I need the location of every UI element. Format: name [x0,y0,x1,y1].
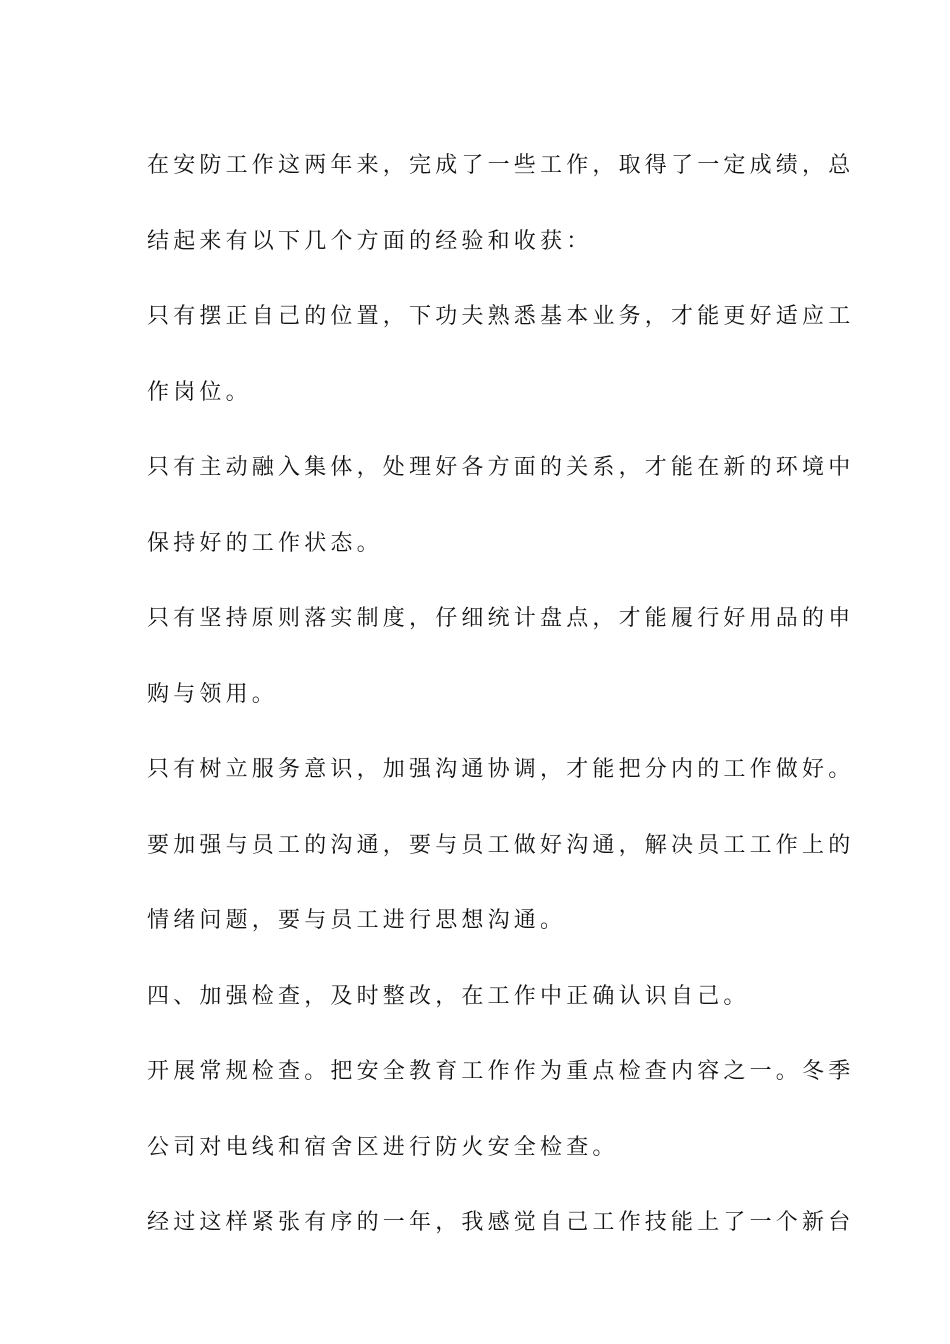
text-line: 在安防工作这两年来，完成了一些工作，取得了一定成绩，总 [147,153,855,178]
document-body [147,128,855,1261]
text-line: 结起来有以下几个方面的经验和收获： [147,228,593,254]
text-line: 只有坚持原则落实制度，仔细统计盘点，才能履行好用品的申 [147,606,855,631]
text-line: 只有树立服务意识，加强沟通协调，才能把分内的工作做好。 [147,757,855,782]
text-line: 作岗位。 [147,379,252,405]
text-line: 购与领用。 [147,681,279,707]
text-line: 开展常规检查。把安全教育工作作为重点检查内容之一。冬季 [147,1059,855,1084]
text-line: 公司对电线和宿舍区进行防火安全检查。 [147,1134,619,1160]
text-line: 情绪问题，要与员工进行思想沟通。 [147,908,567,933]
text-line: 只有摆正自己的位置，下功夫熟悉基本业务，才能更好适应工 [147,304,855,329]
text-line: 要加强与员工的沟通，要与员工做好沟通，解决员工工作上的 [147,832,855,858]
section-heading: 四、加强检查，及时整改，在工作中正确认识自己。 [147,983,750,1009]
text-line: 保持好的工作状态。 [147,530,383,556]
text-line: 经过这样紧张有序的一年，我感觉自己工作技能上了一个新台 [147,1210,855,1235]
text-line: 只有主动融入集体，处理好各方面的关系，才能在新的环境中 [147,455,855,480]
